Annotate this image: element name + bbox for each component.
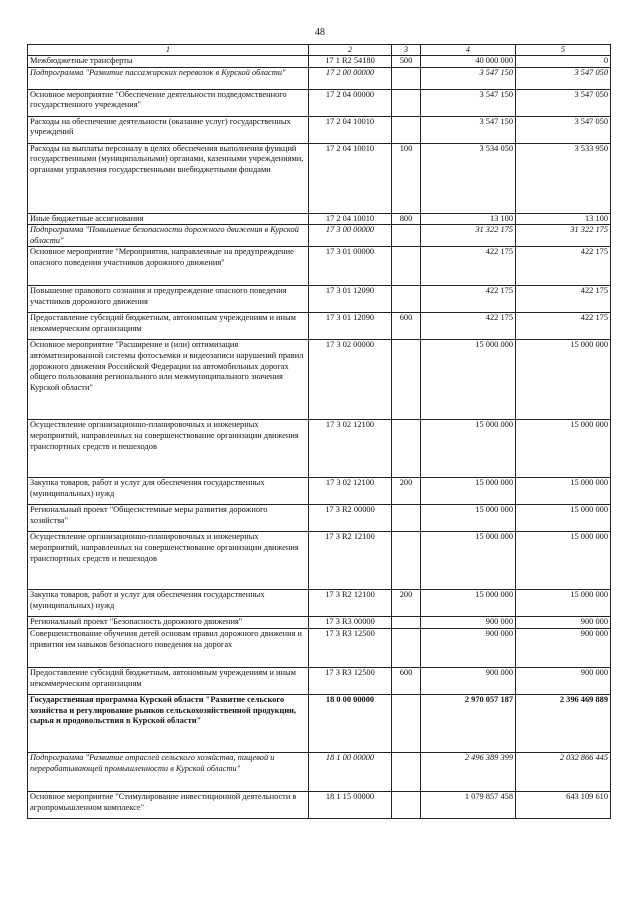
row-value-1-cell: 13 100 (421, 213, 516, 225)
row-code-cell: 18 0 00 00000 (309, 694, 392, 752)
row-value-2-cell: 2 032 866 445 (516, 752, 611, 791)
row-name-cell: Региональный проект "Безопасность дорожного движения" (28, 617, 309, 629)
row-value-2-cell: 15 000 000 (516, 340, 611, 420)
column-header-3: 3 (392, 45, 421, 56)
table-row (28, 791, 611, 818)
row-code-cell: 18 1 15 00000 (309, 791, 392, 818)
row-name-cell: Межбюджетные трансферты (28, 56, 309, 68)
row-type-cell: 500 (392, 56, 421, 68)
row-name-cell: Основное мероприятие "Расширение и (или) оптимизация автоматизированной системы фотосъемки и видеозаписи нарушений правил дорожного движения Российской Федерации на автомобильных дорогах общего пользования регионального или межмуниципального значения Курской области" (28, 340, 309, 420)
row-name-cell: Подпрограмма "Развитие отраслей сельского хозяйства, пищевой и перерабатывающей промышленности в Курской области" (28, 752, 309, 791)
row-value-1-cell: 15 000 000 (421, 532, 516, 590)
row-value-1-cell: 900 000 (421, 617, 516, 629)
row-code-cell: 17 3 00 00000 (309, 225, 392, 247)
row-name-cell: Предоставление субсидий бюджетным, автономным учреждениям и иным некоммерческим организациям (28, 667, 309, 694)
row-name-cell: Совершенствование обучения детей основам правил дорожного движения и привития им навыков безопасного поведения на дорогах (28, 628, 309, 667)
row-type-cell: 600 (392, 667, 421, 694)
row-type-cell (392, 116, 421, 143)
row-value-2-cell: 15 000 000 (516, 532, 611, 590)
row-value-1-cell: 422 175 (421, 313, 516, 340)
table-row (28, 667, 611, 694)
row-value-2-cell: 15 000 000 (516, 420, 611, 478)
row-type-cell (392, 694, 421, 752)
row-name-cell: Предоставление субсидий бюджетным, автономным учреждениям и иным некоммерческим организациям (28, 313, 309, 340)
row-code-cell: 17 3 R3 12500 (309, 628, 392, 667)
table-row (28, 505, 611, 532)
row-code-cell: 17 3 02 00000 (309, 340, 392, 420)
table-row (28, 67, 611, 89)
row-name-cell: Региональный проект "Общесистемные меры развития дорожного хозяйства" (28, 505, 309, 532)
page-number: 48 (315, 27, 325, 38)
table-row (28, 143, 611, 213)
table-row (28, 532, 611, 590)
row-value-2-cell: 31 322 175 (516, 225, 611, 247)
table-row (28, 617, 611, 629)
table-row (28, 213, 611, 225)
row-type-cell (392, 628, 421, 667)
row-value-2-cell: 3 533 950 (516, 143, 611, 213)
row-name-cell: Осуществление организационно-планировочных и инженерных мероприятий, направленных на совершенствование организации движения транспортных средств и пешеходов (28, 420, 309, 478)
row-code-cell: 17 2 04 10010 (309, 116, 392, 143)
column-header-2: 2 (309, 45, 392, 56)
row-value-1-cell: 15 000 000 (421, 340, 516, 420)
row-value-2-cell: 3 547 050 (516, 67, 611, 89)
row-value-1-cell: 40 000 000 (421, 56, 516, 68)
table-row (28, 694, 611, 752)
row-value-1-cell: 1 079 857 458 (421, 791, 516, 818)
row-name-cell: Основное мероприятие "Стимулирование инвестиционной деятельности в агропромышленном комплексе" (28, 791, 309, 818)
header-row (28, 45, 611, 56)
row-type-cell: 100 (392, 143, 421, 213)
table-row (28, 752, 611, 791)
row-name-cell: Расходы на выплаты персоналу в целях обеспечения выполнения функций государственными (муниципальными) органами, казенными учреждениями, органами управления государственными внебюджетными фондами (28, 143, 309, 213)
row-type-cell (392, 340, 421, 420)
table-row (28, 286, 611, 313)
row-value-2-cell: 900 000 (516, 667, 611, 694)
row-code-cell: 17 2 00 00000 (309, 67, 392, 89)
row-name-cell: Повышение правового сознания и предупреждение опасного поведения участников дорожного движения (28, 286, 309, 313)
row-type-cell (392, 791, 421, 818)
table-row (28, 56, 611, 68)
row-value-1-cell: 15 000 000 (421, 478, 516, 505)
row-value-1-cell: 900 000 (421, 628, 516, 667)
row-value-2-cell: 422 175 (516, 247, 611, 286)
row-value-2-cell: 0 (516, 56, 611, 68)
row-type-cell (392, 532, 421, 590)
row-value-2-cell: 422 175 (516, 286, 611, 313)
row-code-cell: 18 1 00 00000 (309, 752, 392, 791)
row-value-1-cell: 31 322 175 (421, 225, 516, 247)
row-value-2-cell: 2 396 469 889 (516, 694, 611, 752)
row-name-cell: Подпрограмма "Развитие пассажирских перевозок в Курской области" (28, 67, 309, 89)
table-row (28, 590, 611, 617)
row-type-cell (392, 420, 421, 478)
row-type-cell (392, 286, 421, 313)
row-name-cell: Закупка товаров, работ и услуг для обеспечения государственных (муниципальных) нужд (28, 590, 309, 617)
row-type-cell (392, 67, 421, 89)
row-value-2-cell: 422 175 (516, 313, 611, 340)
row-type-cell (392, 247, 421, 286)
row-code-cell: 17 3 R3 12500 (309, 667, 392, 694)
row-value-1-cell: 3 534 050 (421, 143, 516, 213)
row-type-cell (392, 752, 421, 791)
row-code-cell: 17 3 02 12100 (309, 478, 392, 505)
row-code-cell: 17 2 04 00000 (309, 89, 392, 116)
row-value-2-cell: 900 000 (516, 628, 611, 667)
row-type-cell (392, 89, 421, 116)
row-value-1-cell: 3 547 150 (421, 89, 516, 116)
table-row (28, 247, 611, 286)
row-type-cell: 200 (392, 478, 421, 505)
column-header-1: 1 (28, 45, 309, 56)
table-row (28, 340, 611, 420)
table-row (28, 225, 611, 247)
row-type-cell: 200 (392, 590, 421, 617)
row-value-2-cell: 900 000 (516, 617, 611, 629)
row-name-cell: Основное мероприятие "Мероприятия, направленные на предупреждение опасного поведения участников дорожного движения" (28, 247, 309, 286)
row-code-cell: 17 1 R2 54180 (309, 56, 392, 68)
row-name-cell: Подпрограмма "Повышение безопасности дорожного движения в Курской области" (28, 225, 309, 247)
row-code-cell: 17 3 R2 00000 (309, 505, 392, 532)
row-code-cell: 17 3 01 12090 (309, 286, 392, 313)
row-code-cell: 17 3 01 12090 (309, 313, 392, 340)
row-value-1-cell: 422 175 (421, 247, 516, 286)
table-row (28, 478, 611, 505)
row-name-cell: Расходы на обеспечение деятельности (оказание услуг) государственных учреждений (28, 116, 309, 143)
table-row (28, 628, 611, 667)
row-value-1-cell: 3 547 150 (421, 67, 516, 89)
row-value-1-cell: 2 970 057 187 (421, 694, 516, 752)
row-value-2-cell: 13 100 (516, 213, 611, 225)
row-value-1-cell: 422 175 (421, 286, 516, 313)
table-row (28, 116, 611, 143)
table-row (28, 313, 611, 340)
row-type-cell: 600 (392, 313, 421, 340)
budget-table (27, 44, 611, 819)
row-name-cell: Закупка товаров, работ и услуг для обеспечения государственных (муниципальных) нужд (28, 478, 309, 505)
column-header-4: 4 (421, 45, 516, 56)
row-name-cell: Основное мероприятие "Обеспечение деятельности подведомственного государственного учреждения" (28, 89, 309, 116)
column-header-5: 5 (516, 45, 611, 56)
table-row (28, 89, 611, 116)
row-value-1-cell: 15 000 000 (421, 590, 516, 617)
row-name-cell: Осуществление организационно-планировочных и инженерных мероприятий, направленных на совершенствование организации движения транспортных средств и пешеходов (28, 532, 309, 590)
row-value-2-cell: 3 547 050 (516, 116, 611, 143)
row-value-1-cell: 15 000 000 (421, 505, 516, 532)
table-row (28, 420, 611, 478)
row-code-cell: 17 3 02 12100 (309, 420, 392, 478)
row-type-cell (392, 617, 421, 629)
row-name-cell: Государственная программа Курской области "Развитие сельского хозяйства и регулирование рынков сельскохозяйственной продукции, сырья и продовольствия в Курской области" (28, 694, 309, 752)
row-code-cell: 17 2 04 10010 (309, 213, 392, 225)
row-value-1-cell: 3 547 150 (421, 116, 516, 143)
row-type-cell (392, 505, 421, 532)
row-value-2-cell: 15 000 000 (516, 590, 611, 617)
row-code-cell: 17 3 01 00000 (309, 247, 392, 286)
row-value-1-cell: 900 000 (421, 667, 516, 694)
row-value-2-cell: 3 547 050 (516, 89, 611, 116)
row-code-cell: 17 3 R2 12100 (309, 590, 392, 617)
row-type-cell (392, 225, 421, 247)
row-value-1-cell: 15 000 000 (421, 420, 516, 478)
row-type-cell: 800 (392, 213, 421, 225)
row-value-2-cell: 15 000 000 (516, 505, 611, 532)
row-code-cell: 17 3 R3 00000 (309, 617, 392, 629)
row-value-1-cell: 2 496 389 399 (421, 752, 516, 791)
row-value-2-cell: 643 109 610 (516, 791, 611, 818)
row-name-cell: Иные бюджетные ассигнования (28, 213, 309, 225)
row-value-2-cell: 15 000 000 (516, 478, 611, 505)
row-code-cell: 17 3 R2 12100 (309, 532, 392, 590)
row-code-cell: 17 2 04 10010 (309, 143, 392, 213)
